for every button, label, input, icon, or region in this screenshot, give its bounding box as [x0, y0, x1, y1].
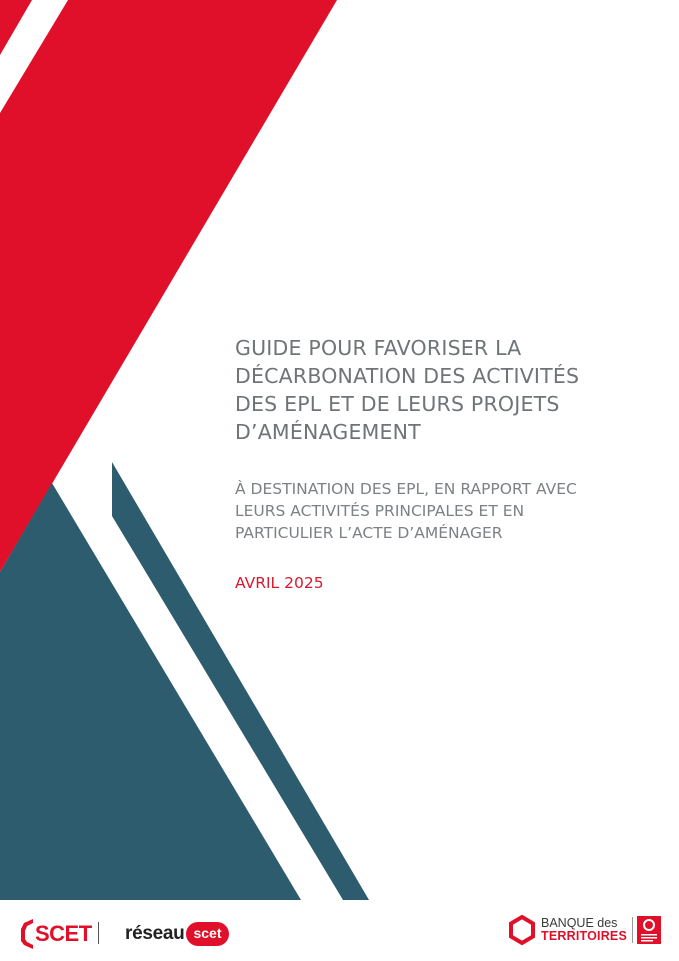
reseau-scet-logo — [125, 917, 229, 951]
hexagon-icon — [508, 915, 536, 945]
cover-subtitle — [235, 478, 577, 544]
logo-divider — [98, 922, 99, 944]
cover-title — [235, 334, 665, 446]
scet-bracket-icon — [21, 919, 33, 949]
cover-title-block — [235, 334, 665, 446]
caisse-des-depots-logo — [637, 916, 661, 944]
title-line: GUIDE POUR FAVORISER LA — [235, 336, 522, 360]
subtitle-line: À DESTINATION DES EPL, EN RAPPORT AVEC — [235, 480, 577, 498]
scet-logo — [21, 917, 92, 951]
footer-logos — [0, 900, 679, 961]
title-line: DES EPL ET DE LEURS PROJETS — [235, 392, 560, 416]
reseau-logo-word: réseau — [125, 923, 185, 944]
scet-logo-text: SCET — [35, 921, 92, 946]
bdt-divider — [632, 917, 633, 943]
subtitle-line: LEURS ACTIVITÉS PRINCIPALES ET EN — [235, 502, 525, 520]
bdt-line1: BANQUE des — [541, 916, 618, 930]
title-line: DÉCARBONATION DES ACTIVITÉS — [235, 364, 580, 388]
bdt-wordmark — [541, 917, 627, 943]
bdt-line2: TERRITOIRES — [541, 929, 628, 943]
publication-date: AVRIL 2025 — [235, 574, 324, 592]
banque-des-territoires-logo — [508, 915, 661, 945]
red-corner-band — [0, 0, 32, 55]
subtitle-line: PARTICULIER L’ACTE D’AMÉNAGER — [235, 524, 503, 542]
cdc-swirl-icon — [637, 916, 661, 944]
reseau-logo-bubble: scet — [186, 922, 228, 946]
title-line: D’AMÉNAGEMENT — [235, 420, 421, 444]
